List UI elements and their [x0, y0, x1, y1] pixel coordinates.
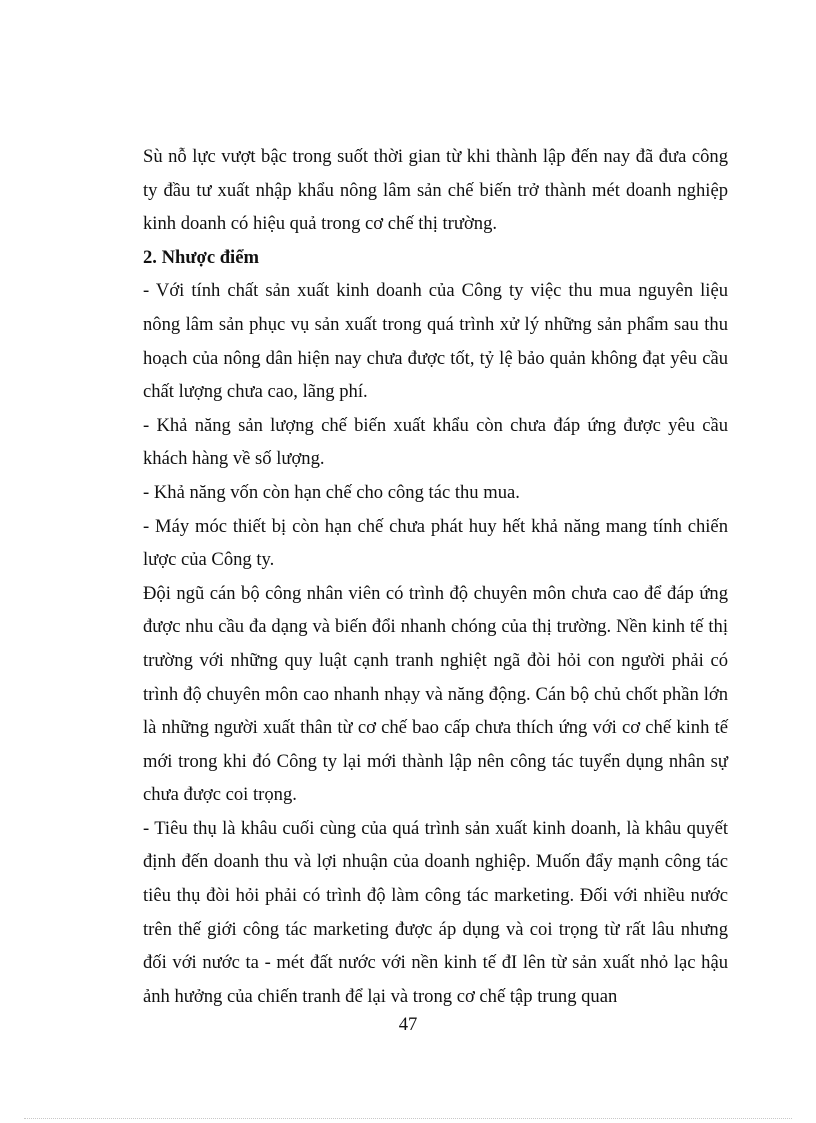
- paragraph-capital: - Khả năng vốn còn hạn chế cho công tác thu mua.: [143, 481, 520, 503]
- page-number: 47: [398, 1014, 418, 1035]
- paragraph-output-capacity: - Khả năng sản lượng chế biến xuất khẩu còn chưa đáp ứng được yêu cầu khách hàng về số lượng.: [143, 414, 728, 470]
- paragraph-consumption: - Tiêu thụ là khâu cuối cùng của quá trình sản xuất kinh doanh, là khâu quyết định đến doanh thu và lợi nhuận của doanh nghiệp. Muốn đẩy mạnh công tác tiêu thụ đòi hỏi phải có trình độ làm công tác marketing. Đối với nhiều nước trên thế giới công tác marketing được áp dụng và coi trọng từ rất lâu nhưng đối với nước ta - mét đất nước với nền kinh tế đI lên từ sản xuất nhỏ lạc hậu ảnh hưởng của chiến tranh để lại và trong cơ chế tập trung quan: [143, 817, 728, 1007]
- paragraph-intro: Sù nỗ lực vượt bậc trong suốt thời gian từ khi thành lập đến nay đã đưa công ty đầu tư xuất nhập khẩu nông lâm sản chế biến trở thành mét doanh nghiệp kinh doanh có hiệu quả trong cơ chế thị trường.: [143, 146, 728, 235]
- section-heading: 2. Nhược điểm: [143, 246, 259, 268]
- paragraph-equipment: - Máy móc thiết bị còn hạn chế chưa phát huy hết khả năng mang tính chiến lược của Công ty.: [143, 515, 728, 571]
- paragraph-staff: Đội ngũ cán bộ công nhân viên có trình độ chuyên môn chưa cao để đáp ứng được nhu cầu đa dạng và biến đổi nhanh chóng của thị trường. Nền kinh tế thị trường với những quy luật cạnh tranh nghiệt ngã đòi hỏi con người phải có trình độ chuyên môn cao nhanh nhạy và năng động. Cán bộ chủ chốt phần lớn là những người xuất thân từ cơ chế bao cấp chưa thích ứng với cơ chế kinh tế mới trong khi đó Công ty lại mới thành lập nên công tác tuyển dụng nhân sự chưa được coi trọng.: [143, 582, 728, 806]
- footer-divider: [24, 1118, 792, 1119]
- body-text: [143, 140, 728, 1013]
- paragraph-raw-material: - Với tính chất sản xuất kinh doanh của Công ty việc thu mua nguyên liệu nông lâm sản phục vụ sản xuất trong quá trình xử lý những sản phẩm sau thu hoạch của nông dân hiện nay chưa được tốt, tỷ lệ bảo quản không đạt yêu cầu chất lượng chưa cao, lãng phí.: [143, 280, 728, 403]
